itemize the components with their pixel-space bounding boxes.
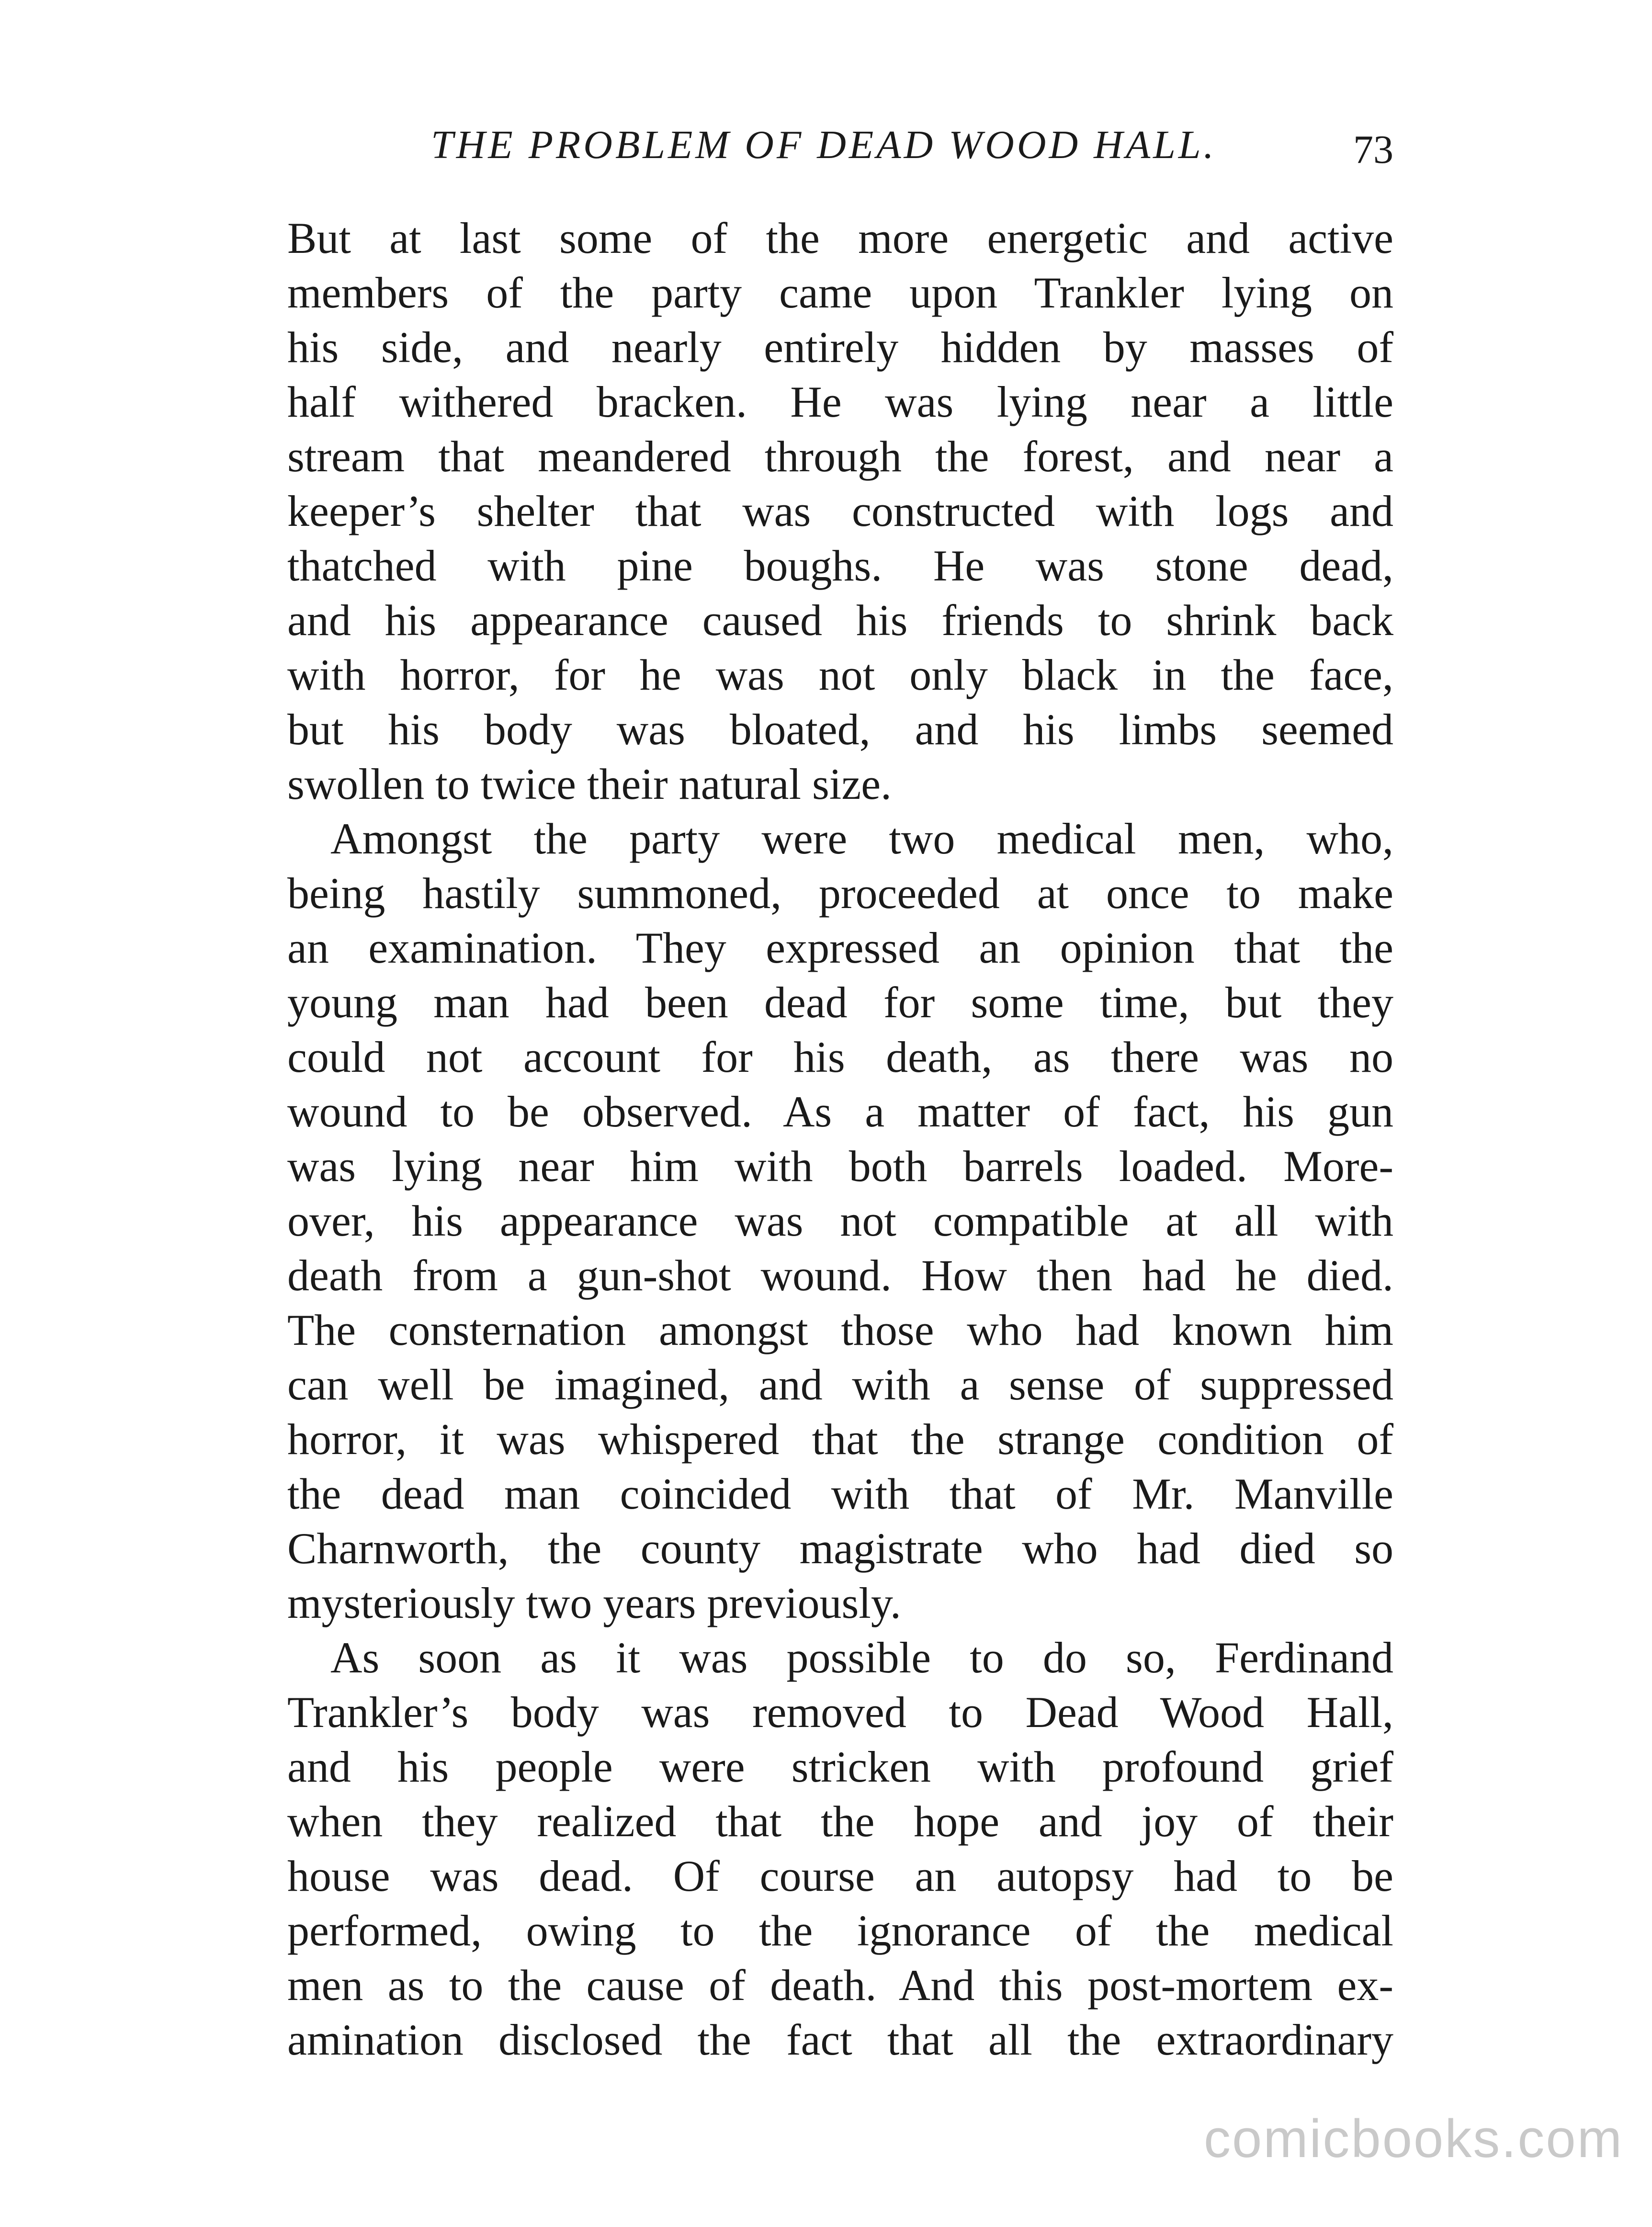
running-title: THE PROBLEM OF DEAD WOOD HALL. xyxy=(431,123,1217,167)
watermark: comicbooks.com xyxy=(1203,2109,1623,2169)
text-line: Amongst the party were two medical men, who, xyxy=(330,814,1393,863)
text-line: the dead man coincided with that of Mr. Manville xyxy=(287,1469,1393,1518)
text-line: Charnworth, the county magistrate who had died so xyxy=(287,1524,1393,1573)
text-line: keeper’s shelter that was constructed with logs and xyxy=(287,487,1393,535)
text-line: mysteriously two years previously. xyxy=(287,1579,901,1627)
text-line: death from a gun-shot wound. How then had he died. xyxy=(287,1251,1393,1300)
text-line: But at last some of the more energetic and active xyxy=(287,214,1393,262)
text-line: Trankler’s body was removed to Dead Wood Hall, xyxy=(287,1688,1393,1737)
text-line: half withered bracken. He was lying near a little xyxy=(287,377,1393,426)
text-line: wound to be observed. As a matter of fact, his gun xyxy=(287,1087,1393,1136)
text-line: was lying near him with both barrels loaded. More- xyxy=(287,1142,1393,1191)
text-line: with horror, for he was not only black in the face, xyxy=(287,650,1393,699)
text-line: stream that meandered through the forest, and near a xyxy=(287,432,1393,481)
text-line: and his people were stricken with profound grief xyxy=(287,1742,1393,1791)
text-line: young man had been dead for some time, but they xyxy=(287,978,1393,1027)
text-line: and his appearance caused his friends to shrink back xyxy=(287,596,1393,645)
text-line: As soon as it was possible to do so, Ferdinand xyxy=(330,1633,1393,1682)
text-line: amination disclosed the fact that all the extraordinary xyxy=(287,2015,1393,2064)
text-line: but his body was bloated, and his limbs seemed xyxy=(287,705,1393,754)
text-line: an examination. They expressed an opinion that the xyxy=(287,923,1393,972)
text-line: The consternation amongst those who had known him xyxy=(287,1306,1393,1354)
text-line: members of the party came upon Trankler lying on xyxy=(287,268,1393,317)
page-number: 73 xyxy=(1353,127,1393,172)
text-line: over, his appearance was not compatible at all with xyxy=(287,1196,1393,1245)
text-line: horror, it was whispered that the strange condition of xyxy=(287,1415,1393,1464)
text-line: thatched with pine boughs. He was stone dead, xyxy=(287,541,1393,590)
text-line: his side, and nearly entirely hidden by masses of xyxy=(287,323,1393,372)
text-line: when they realized that the hope and joy of their xyxy=(287,1797,1393,1846)
text-line: men as to the cause of death. And this post-mortem ex- xyxy=(287,1961,1393,2010)
text-line: could not account for his death, as there was no xyxy=(287,1033,1393,1081)
running-head xyxy=(287,114,1393,176)
text-line: can well be imagined, and with a sense of suppressed xyxy=(287,1360,1393,1409)
text-line: house was dead. Of course an autopsy had to be xyxy=(287,1852,1393,1900)
text-line: being hastily summoned, proceeded at once to make xyxy=(287,869,1393,918)
text-line: performed, owing to the ignorance of the medical xyxy=(287,1906,1393,1955)
text-line: swollen to twice their natural size. xyxy=(287,760,892,808)
